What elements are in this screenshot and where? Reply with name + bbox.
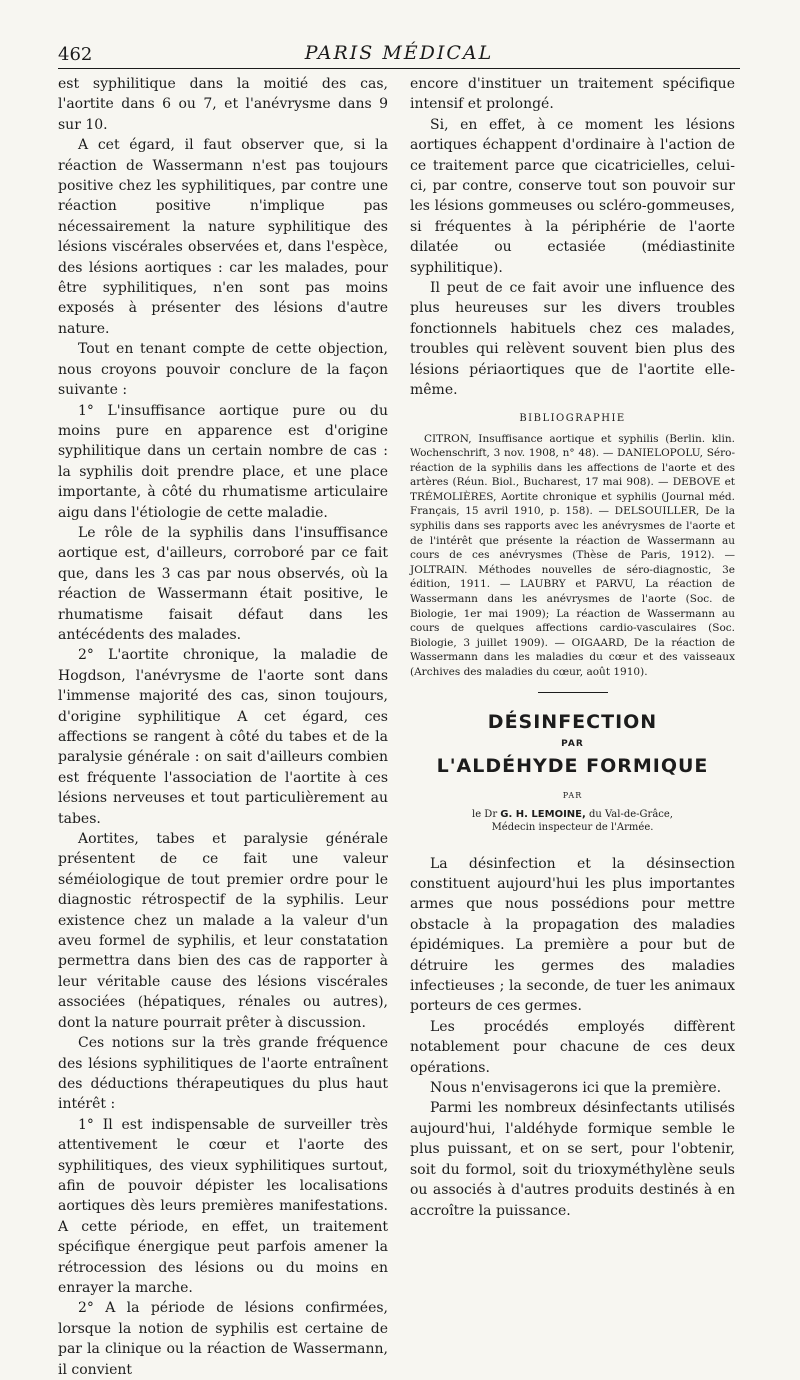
byline-par: PAR — [562, 790, 583, 800]
bibliography-text: CITRON, Insuffisance aortique et syphilis (Berlin. klin. Wochenschrift, 3 nov. 1908, n° 48). — DANIELOPOLU, Séro-réaction de la syphilis dans les affections de l'aorte et des artères (Réun. Biol., Bucharest, 17 mai 908). — DEBOVE et TRÉMOLIÈRES, Aortite chronique et syphilis (Journal méd. Français, 15 avril 1910, p. 158). — DELSOUILLER, De la syphilis dans ses rapports avec les anévrysmes de l'aorte et de l'intérêt que présente la réaction de Wassermann au cours de ces anévrysmes (Thèse de Paris, 1912). — JOLTRAIN. Méthodes nouvelles de séro-diagnostic, 3e édition, 1911. — LAUBRY et PARVU, La réaction de Wassermann dans les anévrysmes de l'aorte (Soc. de Biologie, 1er mai 1909); La réaction de Wassermann au cours de quelques affections cardio-vasculaires (Soc. Biologie, 3 juillet 1909). — OIGAARD, De la réaction de Wassermann dans les maladies du cœur et des vaisseaux (Archives des maladies du cœur, août 1910). — [410, 432, 735, 678]
paragraph: Les procédés employés diffèrent notablement pour chacune de ces deux opérations. — [410, 1018, 735, 1076]
paragraph: encore d'instituer un traitement spécifique intensif et prolongé. — [410, 76, 735, 113]
paragraph: Parmi les nombreux désinfectants utilisés aujourd'hui, l'aldéhyde formique semble le plus puissant, et on se sert, pour l'obtenir, soit du formol, soit du trioxyméthylène seuls ou associés à d'autres produits destinés à en accroître la puissance. — [410, 1100, 735, 1219]
paragraph: Le rôle de la syphilis dans l'insuffisance aortique est, d'ailleurs, corroboré par ce fait que, dans les 3 cas par nous observés, où la réaction de Wassermann était positive, le rhumatisme faisait défaut dans les antécédents des malades. — [58, 524, 388, 643]
author-prefix: le Dr — [472, 808, 498, 820]
paragraph: 2° A la période de lésions confirmées, lorsque la notion de syphilis est certaine de par la clinique ou la réaction de Wassermann, il convient — [58, 1300, 388, 1378]
paragraph: Ces notions sur la très grande fréquence des lésions syphilitiques de l'aorte entraînent des déductions thérapeutiques du plus haut intérêt : — [58, 1035, 388, 1113]
bibliography-heading: BIBLIOGRAPHIE — [519, 412, 626, 424]
paragraph: est syphilitique dans la moitié des cas, l'aortite dans 6 ou 7, et l'anévrysme dans 9 sur 10. — [58, 76, 388, 133]
paragraph: Si, en effet, à ce moment les lésions aortiques échappent d'ordinaire à l'action de ce traitement parce que cicatricielles, celui-ci, par contre, conserve tout son pouvoir sur les lésions gommeuses ou scléro-gommeuses, si fréquentes à la périphérie de l'aorte dilatée ou ectasiée (médiastinite syphilitique). — [410, 116, 735, 276]
paragraph: Nous n'envisagerons ici que la première. — [430, 1080, 722, 1097]
running-title: PARIS MÉDICAL — [304, 42, 494, 64]
left-column — [58, 74, 388, 1380]
paragraph: 1° Il est indispensable de surveiller très attentivement le cœur et l'aorte des syphilitiques, des vieux syphilitiques surtout, afin de pouvoir dépister les localisations aortiques dès leurs premières manifestations. A cette période, en effet, un traitement spécifique énergique peut parfois amener la rétrocession des lésions ou du moins en enrayer la marche. — [58, 1116, 388, 1296]
author-place: du Val-de-Grâce, — [588, 808, 673, 820]
article-title-par: PAR — [561, 738, 584, 749]
page-number: 462 — [58, 44, 93, 65]
header-rule — [58, 68, 740, 69]
author-name: G. H. LEMOINE, — [500, 808, 586, 820]
paragraph: 1° L'insuffisance aortique pure ou du moins pure en apparence est d'origine syphilitique dans un certain nombre de cas : la syphilis doit prendre place, et une place importante, à côté du rhumatisme articulaire aigu dans l'étiologie de cette maladie. — [58, 402, 388, 521]
author-byline — [410, 808, 735, 834]
paragraph: Il peut de ce fait avoir une influence des plus heureuses sur les divers troubles fonctionnels habituels chez ces malades, troubles qui relèvent souvent bien plus des lésions périaortiques que de l'aortite elle-même. — [410, 280, 735, 399]
page-header — [58, 38, 740, 68]
paragraph: 2° L'aortite chronique, la maladie de Hogdson, l'anévrysme de l'aorte sont dans l'immense majorité des cas, sinon toujours, d'origine syphilitique A cet égard, ces affections se rangent à côté du tabes et de la paralysie générale : on sait d'ailleurs combien est fréquente l'association de l'aortite à ces lésions nerveuses et tout particulièrement au tabes. — [58, 647, 388, 827]
paragraph: Tout en tenant compte de cette objection, nous croyons pouvoir conclure de la façon suivante : — [58, 341, 388, 399]
right-column — [410, 74, 735, 1221]
paragraph: La désinfection et la désinsection constituent aujourd'hui les plus importantes armes que nous possédions pour mettre obstacle à la propagation des maladies épidémiques. La première a pour but de détruire les germes des maladies infectieuses ; la seconde, de tuer les animaux porteurs de ces germes. — [410, 855, 735, 1015]
paragraph: Aortites, tabes et paralysie générale présentent de ce fait une valeur séméiologique de tout premier ordre pour le diagnostic rétrospectif de la syphilis. Leur existence chez un malade a la valeur d'un aveu formel de syphilis, et leur constatation permettra dans bien des cas de rapporter à leur véritable cause des lésions viscérales associées (hépatiques, rénales ou autres), dont la nature pourrait prêter à discussion. — [58, 831, 388, 1031]
section-separator — [538, 692, 608, 693]
author-title: Médecin inspecteur de l'Armée. — [491, 821, 654, 833]
paragraph: A cet égard, il faut observer que, si la réaction de Wassermann n'est pas toujours positive chez les syphilitiques, par contre une réaction positive n'implique pas nécessairement la nature syphilitique des lésions viscérales observées et, dans l'espèce, des lésions aortiques : car les malades, pour être syphilitiques, n'en sont pas moins exposés à présenter des lésions d'autre nature. — [58, 137, 388, 337]
article-title-line2: L'ALDÉHYDE FORMIQUE — [436, 754, 709, 777]
article-title-line1: DÉSINFECTION — [487, 710, 658, 733]
